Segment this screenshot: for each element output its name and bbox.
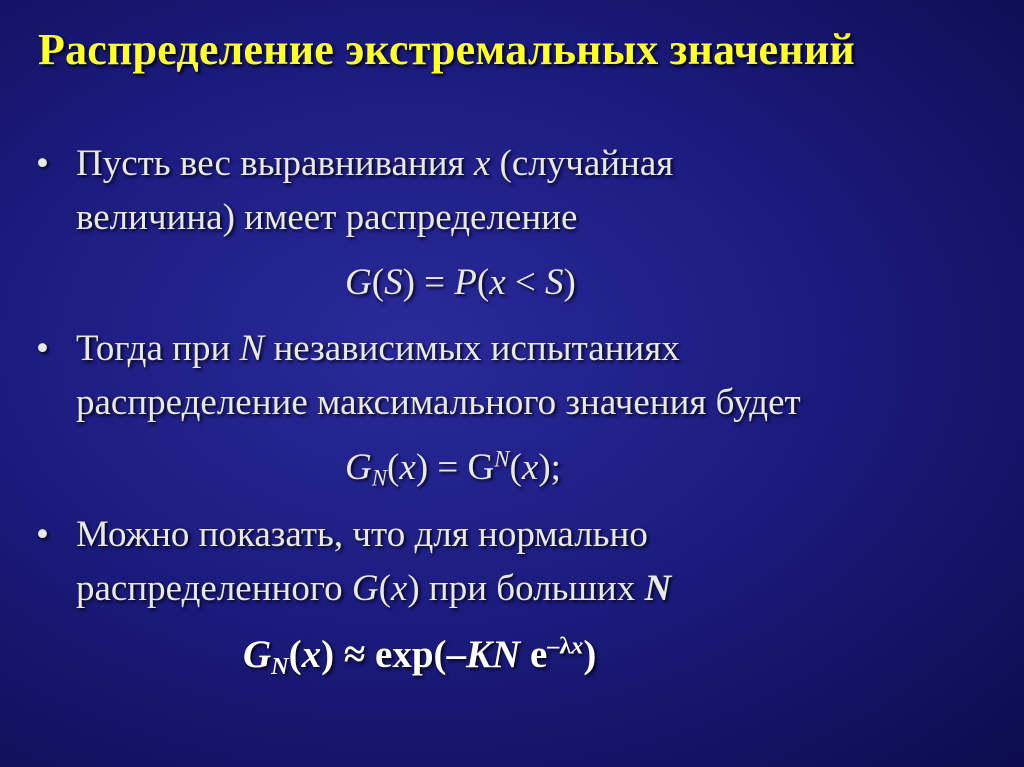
bullet-marker: • bbox=[36, 143, 49, 184]
bullet-2-line-1: Тогда при N независимых испытаниях bbox=[76, 328, 680, 369]
bullet-3-line-2: распределенного G(x) при больших N bbox=[76, 568, 672, 609]
formula-gumbel-approximation: $G_N(x) \approx \exp(-KN$ $e^{-\lambda x}$) bbox=[243, 632, 597, 680]
bullet-1-line-1: Пусть вес выравнивания x (случайная bbox=[76, 143, 674, 184]
bullet-marker: • bbox=[36, 514, 49, 555]
bullet-marker: • bbox=[36, 328, 49, 369]
formula-distribution: G(S) = P(x < S) bbox=[345, 262, 576, 303]
slide-title: Распределение экстремальных значений bbox=[38, 25, 855, 74]
bullet-3-line-1: Можно показать, что для нормально bbox=[76, 514, 648, 555]
bullet-1-line-2: величина) имеет распределение bbox=[76, 197, 578, 238]
formula-max-distribution: $G_N(x) = G^N(x)$; bbox=[345, 446, 561, 491]
bullet-2-line-2: распределение максимального значения будет bbox=[76, 382, 801, 423]
